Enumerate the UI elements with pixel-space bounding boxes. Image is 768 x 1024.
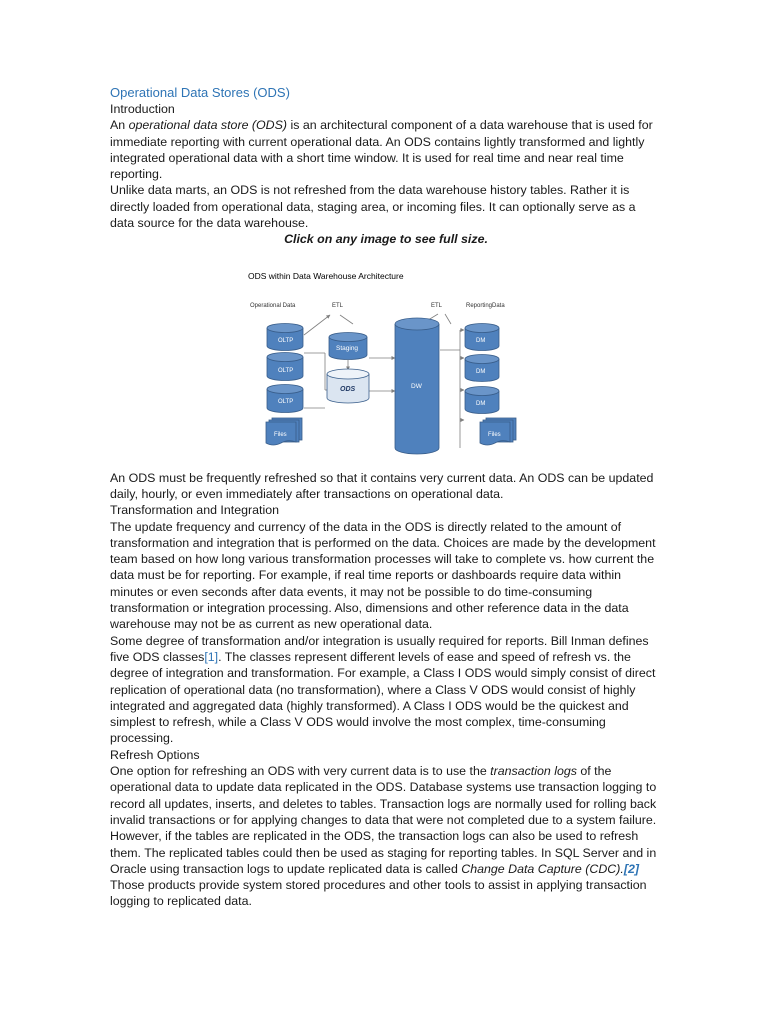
dm-cylinder-3[interactable] bbox=[465, 386, 499, 413]
intro-heading: Introduction bbox=[110, 102, 175, 116]
p1-pre: An bbox=[110, 118, 129, 133]
files-right-label: Files bbox=[488, 431, 501, 438]
oltp-cylinder-2[interactable] bbox=[267, 352, 303, 380]
p6-emphasis: transaction logs bbox=[490, 764, 577, 779]
staging-label: Staging bbox=[336, 344, 359, 352]
dm-cylinder-2[interactable] bbox=[465, 354, 499, 381]
architecture-figure[interactable] bbox=[110, 258, 662, 458]
footnote-link-2[interactable]: [2] bbox=[623, 861, 639, 876]
dm-cylinder-1[interactable] bbox=[465, 323, 499, 350]
oltp-2-label: OLTP bbox=[278, 367, 294, 374]
p6-mid: of the operational data to update data replicated in the ODS. Database systems use transaction logging to record all updates, inserts, and deletes to tables. Transaction logs are normally used for rolling back invalid transactions or for applying changes to data that were not completed due to a system failure. However, if the tables are replicated in the ODS, the transaction logs can also be used to refresh them. The replicated tables could then be used as staging for reporting tables. In SQL Server and in Oracle using transaction logs to update replicated data is called bbox=[110, 764, 657, 876]
diagram-title: ODS within Data Warehouse Architecture bbox=[248, 270, 404, 281]
oltp-cylinder-3[interactable] bbox=[267, 384, 303, 412]
transformation-heading: Transformation and Integration bbox=[110, 503, 279, 518]
dm-1-label: DM bbox=[476, 337, 486, 344]
files-left-icon[interactable] bbox=[266, 418, 302, 445]
ods-label: ODS bbox=[340, 385, 356, 393]
p5-pre: Some degree of transformation and/or integration is usually required for reports. Bill Inman defines five ODS classes bbox=[110, 633, 649, 664]
label-operational-data: Operational Data bbox=[250, 302, 296, 309]
paragraph-ods-classes bbox=[110, 633, 662, 747]
files-right-icon[interactable] bbox=[480, 418, 516, 445]
oltp-3-label: OLTP bbox=[278, 398, 294, 405]
architecture-diagram[interactable] bbox=[245, 258, 525, 458]
p1-emphasis: operational data store (ODS) bbox=[128, 118, 288, 133]
oltp-1-label: OLTP bbox=[278, 337, 294, 344]
dw-cylinder[interactable] bbox=[395, 318, 439, 454]
p6-pre: One option for refreshing an ODS with very current data is to use the bbox=[110, 764, 491, 779]
staging-cylinder[interactable] bbox=[329, 332, 367, 359]
p6-emphasis-cdc: Change Data Capture (CDC). bbox=[461, 861, 624, 876]
label-etl-left: ETL bbox=[332, 302, 344, 309]
intro-paragraph-2: Unlike data marts, an ODS is not refreshed from the data warehouse history tables. Rather it is directly loaded from operational data, staging area, or incoming files. It can optionally serve as a data source for the data warehouse. bbox=[110, 183, 636, 231]
click-note: Click on any image to see full size. bbox=[284, 232, 488, 247]
paragraph-refresh-options bbox=[110, 763, 662, 910]
p5-post: . The classes represent different levels of ease and speed of refresh vs. the degree of integration and transformation. For example, a Class I ODS would simply consist of direct replication of operational data (no transformation), where a Class V ODS would consist of highly integrated and aggregated data (highly transformed). A Class I ODS would be the quickest and simplest to refresh, while a Class V ODS would involve the most complex, time-consuming processing. bbox=[110, 649, 656, 746]
dm-2-label: DM bbox=[476, 368, 486, 375]
oltp-cylinder-1[interactable] bbox=[267, 323, 303, 350]
dw-label: DW bbox=[411, 382, 422, 390]
files-left-label: Files bbox=[274, 431, 287, 438]
p1-post: is an architectural component of a data warehouse that is used for immediate reporting with current operational data. An ODS contains lightly transformed and lightly integrated operational data with a short time window. It is used for real time and near real time reporting. bbox=[110, 118, 653, 182]
refresh-options-heading: Refresh Options bbox=[110, 747, 200, 762]
footnote-link-1[interactable]: [1] bbox=[204, 649, 219, 664]
page-title: Operational Data Stores (ODS) bbox=[110, 85, 290, 100]
paragraph-refresh-frequency: An ODS must be frequently refreshed so that it contains very current data. An ODS can be updated daily, hourly, or even immediately after transactions on operational data. bbox=[110, 470, 654, 501]
ods-cylinder[interactable] bbox=[327, 369, 369, 403]
label-etl-right: ETL bbox=[431, 302, 443, 309]
document-body bbox=[110, 84, 662, 910]
intro-paragraph-1 bbox=[110, 117, 662, 182]
p6-post: Those products provide system stored procedures and other tools to assist in applying transaction logging to replicated data. bbox=[110, 878, 647, 909]
label-reporting-data: ReportingData bbox=[466, 302, 505, 309]
dm-3-label: DM bbox=[476, 400, 486, 407]
paragraph-transformation: The update frequency and currency of the data in the ODS is directly related to the amount of transformation and integration that is performed on the data. Choices are made by the development team based on how long various transformation processes will take to complete vs. how current the data must be for reporting. For example, if real time reports or dashboards require data within minutes or even seconds after data events, it may not be possible to do time-consuming transformation or integration processing. Also, dimensions and other reference data in the data warehouse may not be as current as new operational data. bbox=[110, 519, 656, 632]
